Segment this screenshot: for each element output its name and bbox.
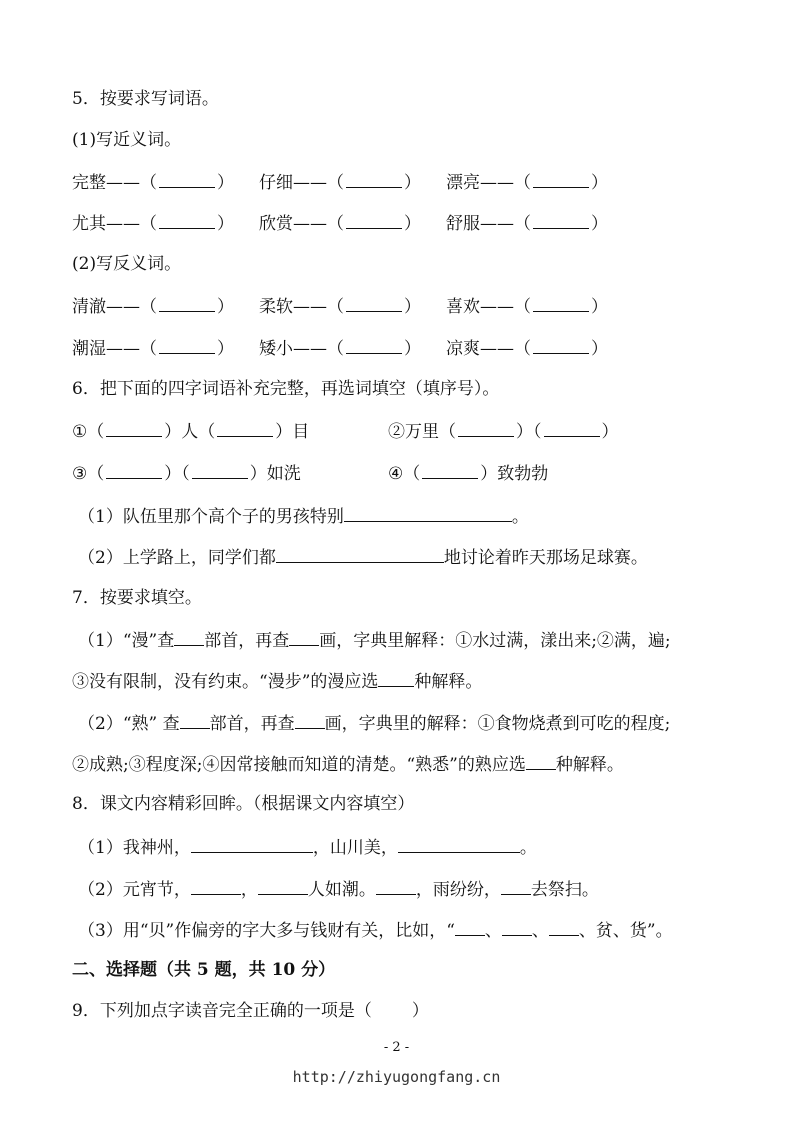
antonym-subheading: (2)写反义词。 [72,254,182,274]
question-9-title: 9．下列加点字读音完全正确的一项是（ ） [72,1001,429,1021]
answer-blank[interactable] [549,917,579,936]
answer-blank[interactable] [276,544,444,563]
answer-blank[interactable] [159,169,215,188]
answer-blank[interactable] [346,210,402,229]
q8-line-3: （3）用“贝”作偏旁的字大多与钱财有关，比如，“ 、 、 、贫、货”。 [78,917,673,943]
idiom-item-4: ④（ ）致勃勃 [388,460,548,486]
antonym-item: 潮湿——（ ） [72,335,234,361]
footer-url: http://zhiyugongfang.cn [292,1068,501,1086]
answer-blank[interactable] [159,293,215,312]
synonym-item: 舒服——（ ） [446,210,608,236]
answer-blank[interactable] [217,418,273,437]
fill-sentence-1: （1）队伍里那个高个子的男孩特别 。 [78,503,529,529]
synonym-item: 仔细——（ ） [259,169,421,195]
q7-line-4: ②成熟;③程度深;④因常接触而知道的清楚。“熟悉”的熟应选 种解释。 [72,751,624,777]
synonym-item: 完整——（ ） [72,169,234,195]
answer-blank[interactable] [533,293,589,312]
synonym-item: 欣赏——（ ） [259,210,421,236]
antonym-item: 矮小——（ ） [259,335,421,361]
answer-blank[interactable] [191,834,313,853]
section-2-heading: 二、选择题（共 5 题，共 10 分） [72,960,336,980]
q8-line-2: （2）元宵节， ， 人如潮。 ，雨纷纷， 去祭扫。 [78,876,599,902]
answer-blank[interactable] [258,876,308,895]
answer-blank[interactable] [533,169,589,188]
idiom-item-3: ③（ ）（ ）如洗 [72,460,301,486]
answer-blank[interactable] [159,210,215,229]
answer-blank[interactable] [533,335,589,354]
answer-blank[interactable] [378,668,414,687]
question-7-title: 7．按要求填空。 [72,588,202,608]
answer-blank[interactable] [526,751,556,770]
answer-blank[interactable] [376,876,416,895]
answer-blank[interactable] [295,710,325,729]
page-number: - 2 - [383,1040,410,1055]
answer-blank[interactable] [398,834,520,853]
antonym-item: 喜欢——（ ） [446,293,608,319]
q7-line-2: ③没有限制，没有约束。“漫步”的漫应选 种解释。 [72,668,482,694]
answer-blank[interactable] [502,917,532,936]
answer-blank[interactable] [346,335,402,354]
answer-blank[interactable] [458,418,514,437]
q8-line-1: （1）我神州， ，山川美， 。 [78,834,537,860]
synonym-subheading: (1)写近义词。 [72,130,182,150]
synonym-item: 尤其——（ ） [72,210,234,236]
question-6-title: 6．把下面的四字词语补充完整，再选词填空（填序号）。 [72,379,500,399]
question-5-title: 5．按要求写词语。 [72,89,219,109]
answer-blank[interactable] [106,418,162,437]
fill-sentence-2: （2）上学路上，同学们都 地讨论着昨天那场足球赛。 [78,544,648,570]
answer-blank[interactable] [106,460,162,479]
answer-blank[interactable] [180,710,210,729]
q7-line-3: （2）“熟” 查 部首，再查 画，字典里的解释：①食物烧煮到可吃的程度; [78,710,670,736]
idiom-item-1: ①（ ）人（ ）目 [72,418,309,444]
answer-blank[interactable] [455,917,485,936]
answer-blank[interactable] [191,876,241,895]
answer-blank[interactable] [174,627,204,646]
question-8-title: 8．课文内容精彩回眸。（根据课文内容填空） [72,794,415,814]
antonym-item: 柔软——（ ） [259,293,421,319]
answer-blank[interactable] [346,169,402,188]
answer-blank[interactable] [422,460,478,479]
idiom-item-2: ②万里（ ）（ ） [388,418,619,444]
answer-blank[interactable] [533,210,589,229]
answer-blank[interactable] [159,335,215,354]
answer-blank[interactable] [544,418,600,437]
synonym-item: 漂亮——（ ） [446,169,608,195]
answer-blank[interactable] [192,460,248,479]
antonym-item: 清澈——（ ） [72,293,234,319]
answer-blank[interactable] [289,627,319,646]
answer-blank[interactable] [344,503,512,522]
answer-blank[interactable] [501,876,531,895]
antonym-item: 凉爽——（ ） [446,335,608,361]
answer-blank[interactable] [346,293,402,312]
q7-line-1: （1）“漫”查 部首，再查 画，字典里解释：①水过满，漾出来;②满，遍; [78,627,671,653]
